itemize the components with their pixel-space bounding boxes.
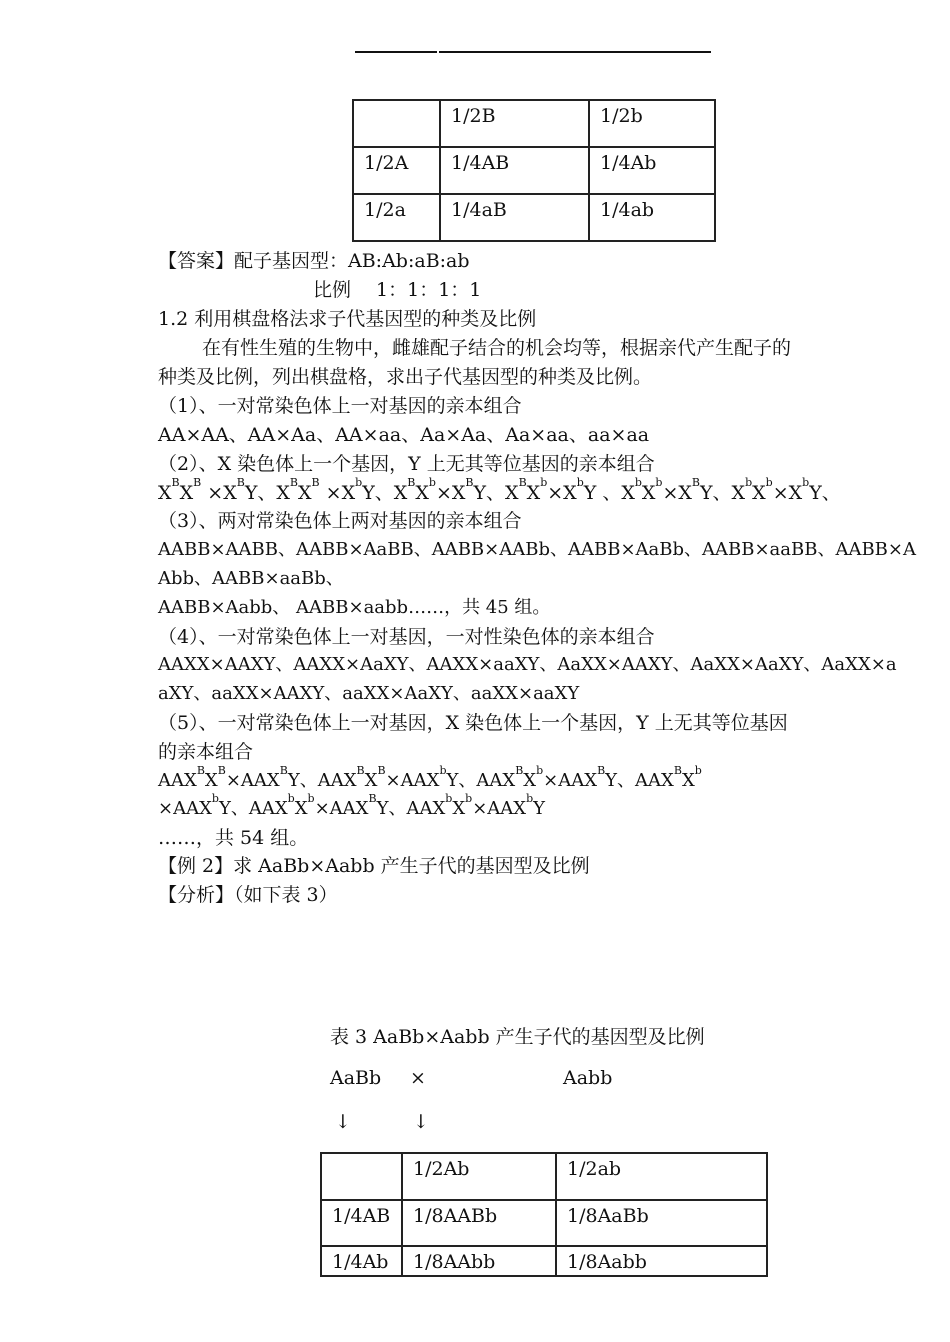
table-cell: 1/4AB xyxy=(321,1200,402,1246)
item4-line1: AAXX×AAXY、AAXX×AaXY、AAXX×aaXY、AaXX×AAXY、AaXX×AaXY、AaXX×a xyxy=(158,654,897,675)
item3-line2: Abb、AABB×aaBb、 xyxy=(158,568,344,589)
arrow-down-icon: ↓ xyxy=(413,1111,429,1133)
table-cell: 1/4Ab xyxy=(321,1246,402,1276)
top-rule-long xyxy=(439,51,711,53)
table-row xyxy=(353,194,715,241)
table-cell: 1/4aB xyxy=(440,194,589,241)
table-cell: 1/2ab xyxy=(556,1153,767,1200)
table-cell: 1/4Ab xyxy=(589,147,715,194)
table-cell: 1/8AaBb xyxy=(556,1200,767,1246)
gamete-table xyxy=(352,99,716,242)
answer-ratio: 比例 1：1：1：1 xyxy=(313,279,482,301)
table-row xyxy=(321,1200,767,1246)
top-rule-short xyxy=(355,51,437,53)
item3-title: （3）、两对常染色体上两对基因的亲本组合 xyxy=(158,510,522,532)
item1-title: （1）、一对常染色体上一对基因的亲本组合 xyxy=(158,395,522,417)
parent1-genotype: AaBb xyxy=(330,1067,382,1089)
item5-line1: $AAX^BX^B\times AAX^BY$、$AAX^BX^B\times AAX^bY$、$AAX^BX^b\times AAX^BY$、$AAX^BX^b$ xyxy=(158,764,702,791)
item5-title-line2: 的亲本组合 xyxy=(158,741,254,763)
example2-title: 【例 2】求 AaBb×Aabb 产生子代的基因型及比例 xyxy=(158,855,590,877)
section-intro-line1: 在有性生殖的生物中，雌雄配子结合的机会均等，根据亲代产生配子的 xyxy=(202,337,792,359)
table-cell: 1/2b xyxy=(589,100,715,147)
item5-line2: $\times AAX^bY$、$AAX^bX^b\times AAX^BY$、$AAX^bX^b\times AAX^bY$ xyxy=(158,792,546,819)
section-intro-line2: 种类及比例，列出棋盘格，求出子代基因型的种类及比例。 xyxy=(158,366,653,388)
offspring-table xyxy=(320,1152,768,1277)
answer-label: 【答案】配子基因型：AB:Ab:aB:ab xyxy=(158,250,470,272)
parent2-genotype: Aabb xyxy=(563,1067,613,1089)
item3-line3: AABB×Aabb、 AABB×aabb……，共 45 组。 xyxy=(158,597,551,618)
item4-title: （4）、一对常染色体上一对基因，一对性染色体的亲本组合 xyxy=(158,626,655,648)
table-cell xyxy=(353,100,440,147)
section-title: 1.2 利用棋盘格法求子代基因型的种类及比例 xyxy=(158,308,537,330)
table-row xyxy=(353,147,715,194)
example2-analysis: 【分析】（如下表 3） xyxy=(158,884,338,906)
item3-line1: AABB×AABB、AABB×AaBB、AABB×AABb、AABB×AaBb、AABB×aaBB、AABB×A xyxy=(158,539,916,560)
table-cell: 1/2a xyxy=(353,194,440,241)
item2-content: $X^BX^B \times X^BY$、$X^BX^B \times X^bY$、$X^BX^b\times X^BY$、$X^BX^b\times X^bY$ 、$X^bX^b\times X^BY$、$X^bX^b\times X^bY$、 xyxy=(158,476,841,504)
item5-line3: ……，共 54 组。 xyxy=(158,827,309,849)
table-cell: 1/4ab xyxy=(589,194,715,241)
table3-caption: 表 3 AaBb×Aabb 产生子代的基因型及比例 xyxy=(330,1026,705,1048)
table-cell xyxy=(321,1153,402,1200)
table-row xyxy=(353,100,715,147)
table-cell: 1/8Aabb xyxy=(556,1246,767,1276)
table-cell: 1/8AAbb xyxy=(402,1246,556,1276)
table-row xyxy=(321,1246,767,1276)
table-cell: 1/2B xyxy=(440,100,589,147)
item1-content: AA×AA、AA×Aa、AA×aa、Aa×Aa、Aa×aa、aa×aa xyxy=(158,424,650,446)
item4-line2: aXY、aaXX×AAXY、aaXX×AaXY、aaXX×aaXY xyxy=(158,683,580,704)
table-cell: 1/2A xyxy=(353,147,440,194)
table-cell: 1/8AABb xyxy=(402,1200,556,1246)
table-cell: 1/4AB xyxy=(440,147,589,194)
cross-symbol: × xyxy=(410,1067,426,1089)
table-cell: 1/2Ab xyxy=(402,1153,556,1200)
item2-title: （2）、X 染色体上一个基因，Y 上无其等位基因的亲本组合 xyxy=(158,453,655,475)
item5-title-line1: （5）、一对常染色体上一对基因，X 染色体上一个基因，Y 上无其等位基因 xyxy=(158,712,788,734)
arrow-down-icon: ↓ xyxy=(335,1111,351,1133)
table-row xyxy=(321,1153,767,1200)
